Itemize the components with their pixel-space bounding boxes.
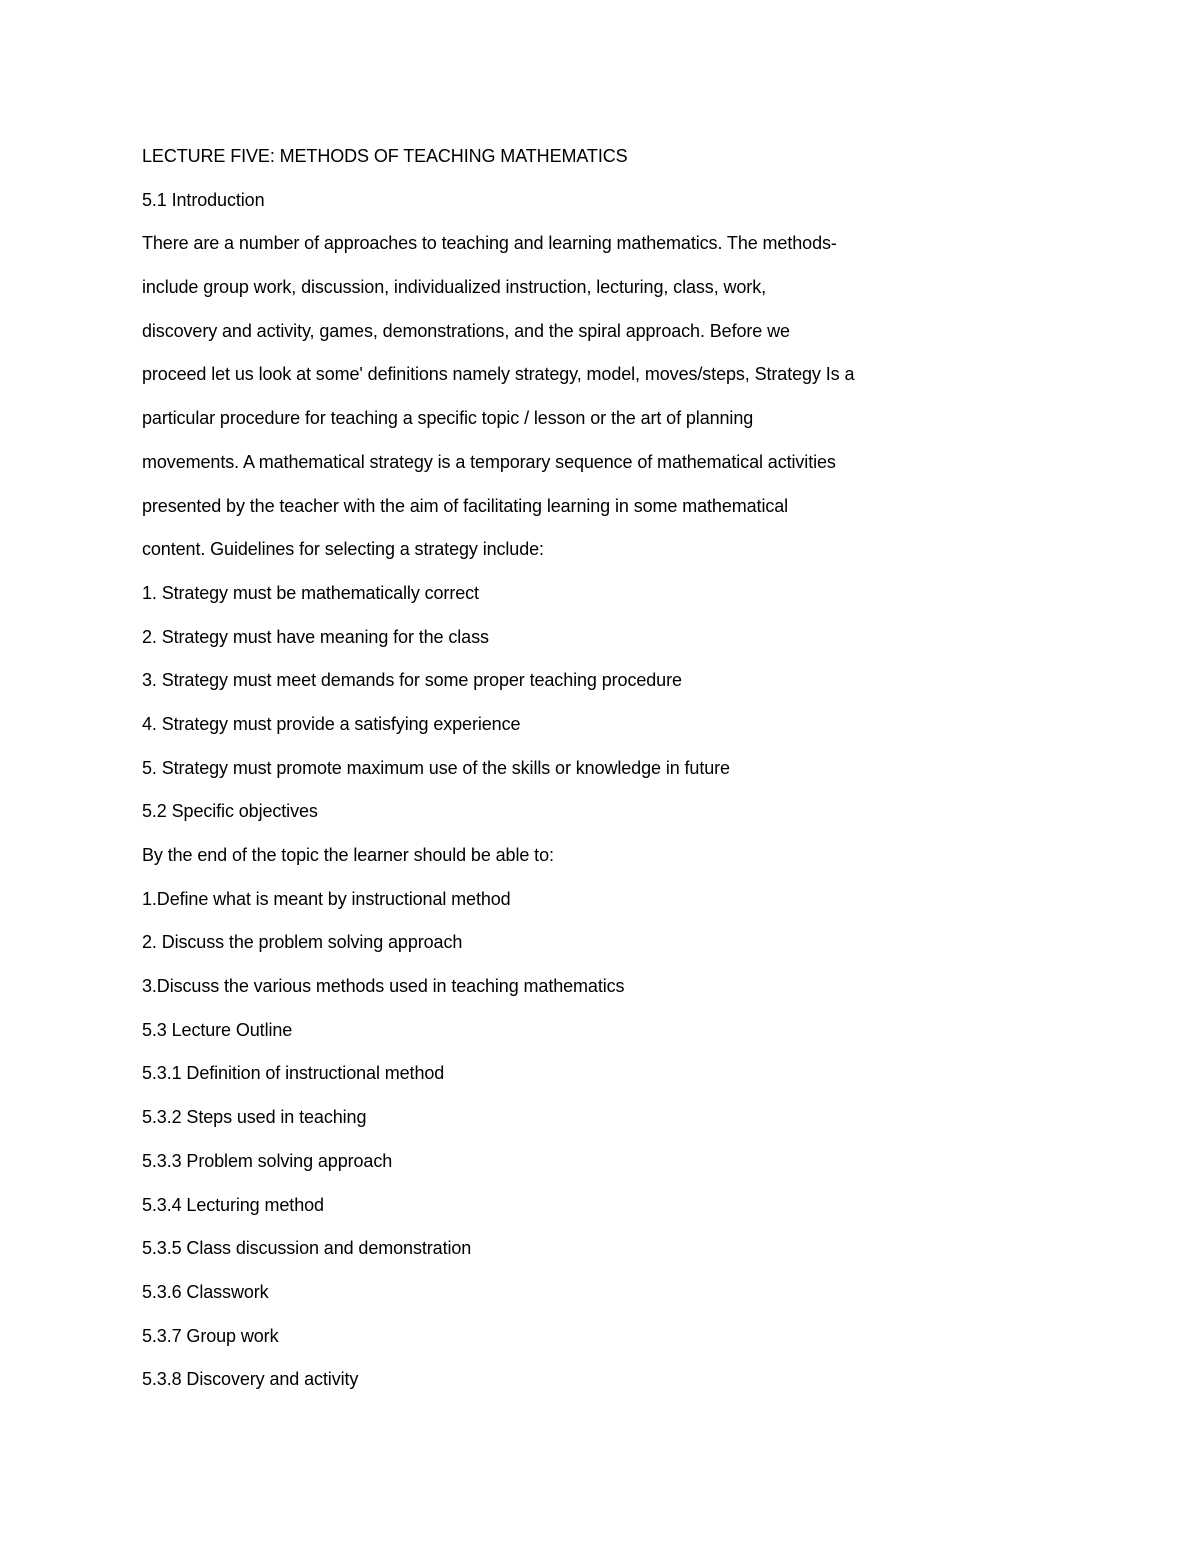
intro-paragraph-line: proceed let us look at some' definitions namely strategy, model, moves/steps, Strategy Is a [142,364,855,385]
section-heading-objectives: 5.2 Specific objectives [142,801,318,822]
outline-item: 5.3.8 Discovery and activity [142,1369,359,1390]
intro-paragraph-line: presented by the teacher with the aim of facilitating learning in some mathematical [142,495,789,516]
section-heading-introduction: 5.1 Introduction [142,189,265,210]
intro-paragraph-line: particular procedure for teaching a specific topic / lesson or the art of planning [142,408,754,429]
intro-paragraph-line: There are a number of approaches to teaching and learning mathematics. The methods- [142,233,837,254]
objectives-intro: By the end of the topic the learner should be able to: [142,845,554,865]
document-title: LECTURE FIVE: METHODS OF TEACHING MATHEMATICS [142,146,628,166]
guideline-item: 2. Strategy must have meaning for the class [142,626,489,647]
guideline-item: 1. Strategy must be mathematically correct [142,582,479,603]
outline-item: 5.3.6 Classwork [142,1281,269,1302]
outline-item: 5.3.5 Class discussion and demonstration [142,1238,472,1259]
objective-item: 1.Define what is meant by instructional method [142,888,511,909]
intro-paragraph-line: include group work, discussion, individualized instruction, lecturing, class, work, [142,277,766,298]
section-heading-outline: 5.3 Lecture Outline [142,1019,293,1040]
outline-item: 5.3.1 Definition of instructional method [142,1063,445,1084]
document-body [142,141,1062,1408]
intro-paragraph-line: movements. A mathematical strategy is a temporary sequence of mathematical activities [142,451,836,472]
intro-paragraph-line: discovery and activity, games, demonstrations, and the spiral approach. Before we [142,320,790,341]
objective-item: 2. Discuss the problem solving approach [142,932,463,953]
outline-item: 5.3.7 Group work [142,1325,279,1346]
guideline-item: 3. Strategy must meet demands for some proper teaching procedure [142,670,682,691]
guideline-item: 5. Strategy must promote maximum use of the skills or knowledge in future [142,757,730,778]
objective-item: 3.Discuss the various methods used in teaching mathematics [142,976,625,997]
intro-paragraph-line: content. Guidelines for selecting a strategy include: [142,539,544,560]
guideline-item: 4. Strategy must provide a satisfying experience [142,713,521,734]
outline-item: 5.3.3 Problem solving approach [142,1150,393,1171]
outline-item: 5.3.2 Steps used in teaching [142,1107,367,1128]
outline-item: 5.3.4 Lecturing method [142,1194,324,1215]
